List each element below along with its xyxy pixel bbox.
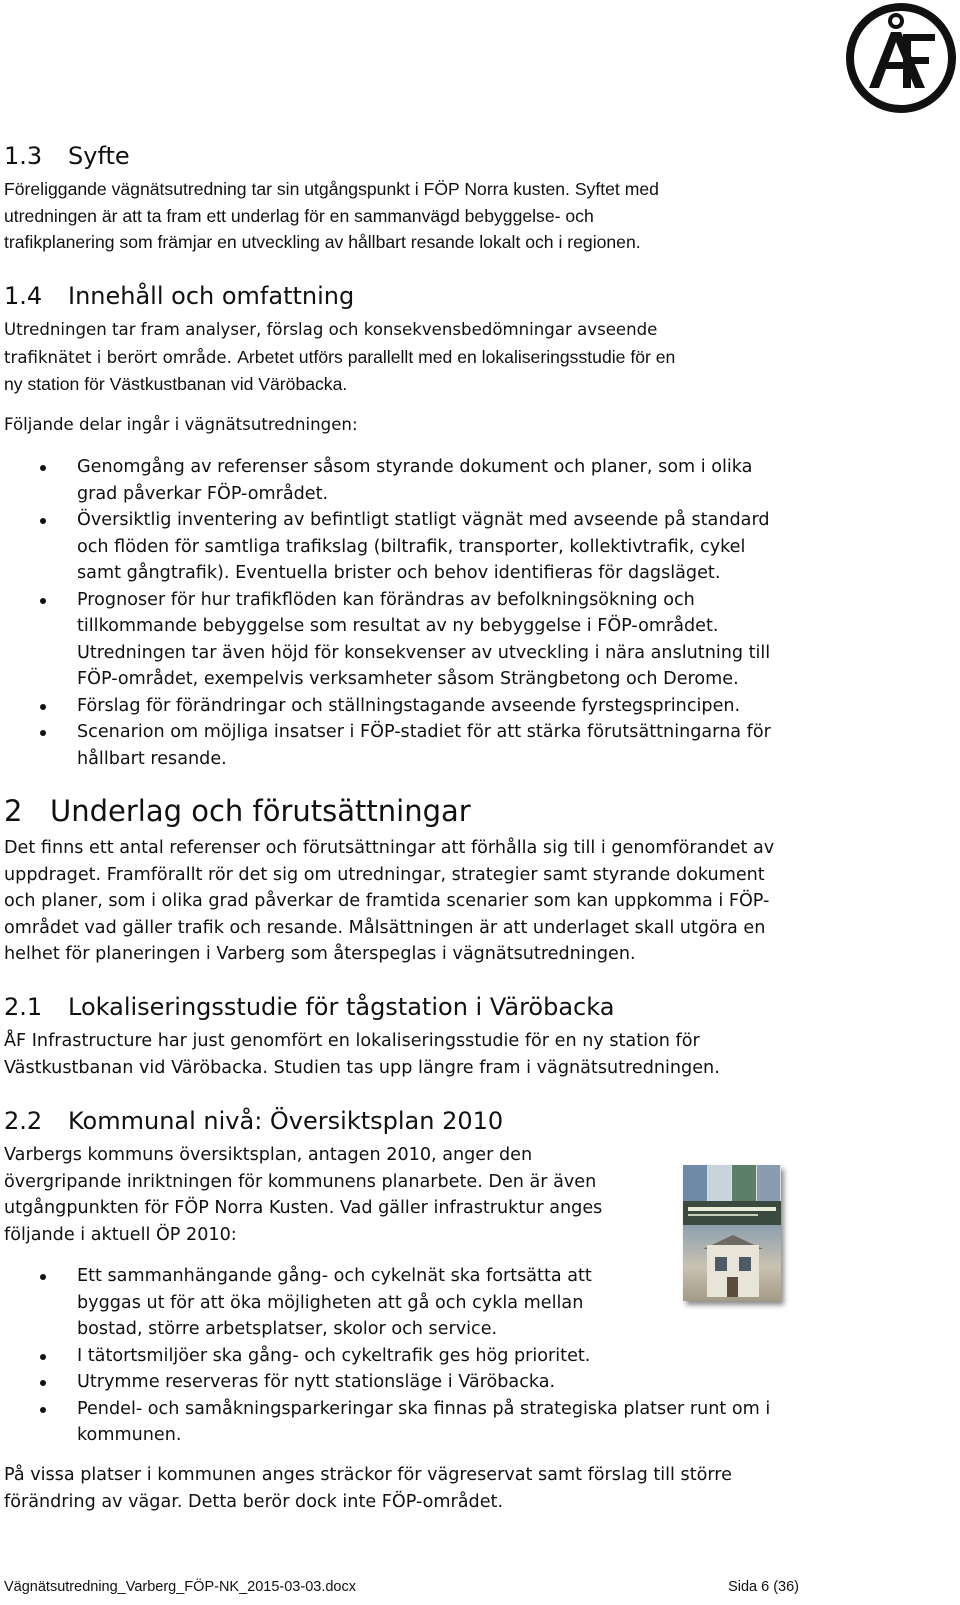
text-line: förändring av vägar. Detta berör dock inte FÖP-området. — [4, 1491, 504, 1512]
bullet-list-1-4 — [4, 454, 819, 772]
list-item — [4, 693, 819, 720]
text-line: Utredningen tar fram analyser, förslag och konsekvensbedömningar avseende — [4, 320, 658, 339]
text-line: kommunen. — [77, 1425, 182, 1445]
section-number: 2.2 — [4, 1107, 43, 1135]
text-line: tillkommande bebyggelse som resultat av ny bebyggelse i FÖP-området. — [77, 616, 719, 636]
section-title: Syfte — [68, 142, 130, 170]
section-2-text — [4, 835, 819, 968]
text-line: Det finns ett antal referenser och förutsättningar att förhålla sig till i genomförandet av — [4, 838, 775, 858]
heading-1-3 — [4, 141, 130, 171]
list-item — [4, 454, 819, 507]
section-1-3-text — [4, 176, 819, 256]
list-item — [4, 1396, 819, 1449]
heading-2-2 — [4, 1106, 503, 1136]
text-line: utredningen är att ta fram ett underlag för en sammanvägd bebyggelse- och — [4, 205, 594, 226]
section-number: 1.3 — [4, 142, 43, 170]
af-logo-icon — [845, 2, 957, 114]
text-segment: Arbetet utförs parallellt med en lokaliseringsstudie för en — [237, 346, 676, 367]
page-footer — [4, 1578, 799, 1596]
text-line: övergripande inriktningen för kommunens planarbete. Den är även — [4, 1171, 597, 1192]
list-item — [4, 1369, 819, 1396]
text-line: helhet för planeringen i Varberg som återspeglas i vägnätsutredningen. — [4, 944, 636, 964]
section-2-2-text — [4, 1142, 664, 1248]
list-intro: Följande delar ingår i vägnätsutredningen: — [4, 415, 358, 434]
oversiktsplan-cover-image — [683, 1165, 781, 1301]
text-line: FÖP-området, exempelvis verksamheter såsom Strängbetong och Derome. — [77, 669, 739, 689]
section-2-2-closing — [4, 1462, 819, 1515]
heading-1-4 — [4, 281, 354, 311]
text-line: Föreliggande vägnätsutredning tar sin utgångspunkt i FÖP Norra kusten. Syftet med — [4, 179, 659, 199]
section-title: Innehåll och omfattning — [68, 282, 355, 310]
text-segment: trafiknätet i berört område. — [4, 347, 232, 367]
section-title: Lokaliseringsstudie för tågstation i Väröbacka — [68, 993, 615, 1021]
text-line: Genomgång av referenser såsom styrande dokument och planer, som i olika — [77, 457, 753, 477]
text-line: och planer, som i olika grad påverkar de framtida scenarier som kan uppkomma i FÖP- — [4, 891, 770, 911]
text-line: Varbergs kommuns översiktsplan, antagen 2010, anger den — [4, 1145, 533, 1165]
text-line: området vad gäller trafik och resande. Målsättningen är att underlaget skall utgöra en — [4, 917, 766, 938]
section-number: 2 — [4, 794, 23, 828]
cover-photo-strip — [683, 1165, 781, 1201]
text-line: Västkustbanan vid Väröbacka. Studien tas upp längre fram i vägnätsutredningen. — [4, 1057, 720, 1078]
list-item — [4, 507, 819, 587]
section-title: Kommunal nivå: Översiktsplan 2010 — [68, 1107, 504, 1135]
text-line: och flöden för samtliga trafikslag (biltrafik, transporter, kollektivtrafik, cykel — [77, 536, 746, 557]
text-line: Prognoser för hur trafikflöden kan förändras av befolkningsökning och — [77, 589, 695, 610]
text-line: Ett sammanhängande gång- och cykelnät ska fortsätta att — [77, 1266, 592, 1286]
cover-house-photo — [683, 1225, 781, 1301]
text-line: ÅF Infrastructure har just genomfört en lokaliseringsstudie för en ny station för — [4, 1031, 700, 1051]
text-line: Utrymme reserveras för nytt stationsläge i Väröbacka. — [77, 1372, 556, 1392]
text-line: På vissa platser i kommunen anges sträckor för vägreservat samt förslag till större — [4, 1465, 732, 1485]
cover-title-bar — [688, 1207, 776, 1211]
text-line: byggas ut för att öka möjligheten att gå och cykla mellan — [77, 1292, 584, 1313]
section-1-4-text — [4, 317, 819, 398]
footer-filename: Vägnätsutredning_Varberg_FÖP-NK_2015-03-03.docx — [4, 1579, 356, 1595]
text-line: samt gångtrafik). Eventuella brister och behov identifieras för dagsläget. — [77, 563, 721, 583]
list-item — [4, 1343, 819, 1370]
section-title: Underlag och förutsättningar — [50, 794, 471, 828]
text-line: hållbart resande. — [77, 748, 227, 769]
section-number: 1.4 — [4, 282, 43, 310]
text-line: utgångpunkten för FÖP Norra Kusten. Vad gäller infrastruktur anges — [4, 1198, 603, 1218]
cover-subtitle-bar — [688, 1214, 758, 1216]
text-line: följande i aktuell ÖP 2010: — [4, 1224, 237, 1245]
list-item — [4, 719, 819, 772]
text-line: Pendel- och samåkningsparkeringar ska finnas på strategiska platser runt om i — [77, 1398, 771, 1419]
text-line: grad påverkar FÖP-området. — [77, 483, 329, 504]
text-line: Utredningen tar även höjd för konsekvenser av utveckling i nära anslutning till — [77, 642, 771, 663]
list-item — [4, 587, 819, 693]
text-line: Förslag för förändringar och ställningstagande avseende fyrstegsprincipen. — [77, 695, 741, 716]
text-line: bostad, större arbetsplatser, skolor och service. — [77, 1319, 498, 1339]
text-line: uppdraget. Framförallt rör det sig om utredningar, strategier samt styrande dokument — [4, 864, 765, 885]
text-line: Översiktlig inventering av befintligt statligt vägnät med avseende på standard — [77, 510, 770, 530]
section-number: 2.1 — [4, 993, 43, 1021]
heading-2 — [4, 793, 471, 829]
footer-page-number: Sida 6 (36) — [728, 1579, 799, 1595]
text-line — [4, 344, 819, 372]
text-line: trafikplanering som främjar en utveckling av hållbart resande lokalt och i regionen. — [4, 232, 641, 252]
section-2-1-text — [4, 1028, 819, 1081]
text-line: ny station för Västkustbanan vid Väröbacka. — [4, 374, 348, 394]
text-line: I tätortsmiljöer ska gång- och cykeltrafik ges hög prioritet. — [77, 1345, 591, 1366]
text-line: Scenarion om möjliga insatser i FÖP-stadiet för att stärka förutsättningarna för — [77, 722, 771, 742]
heading-2-1 — [4, 992, 614, 1022]
